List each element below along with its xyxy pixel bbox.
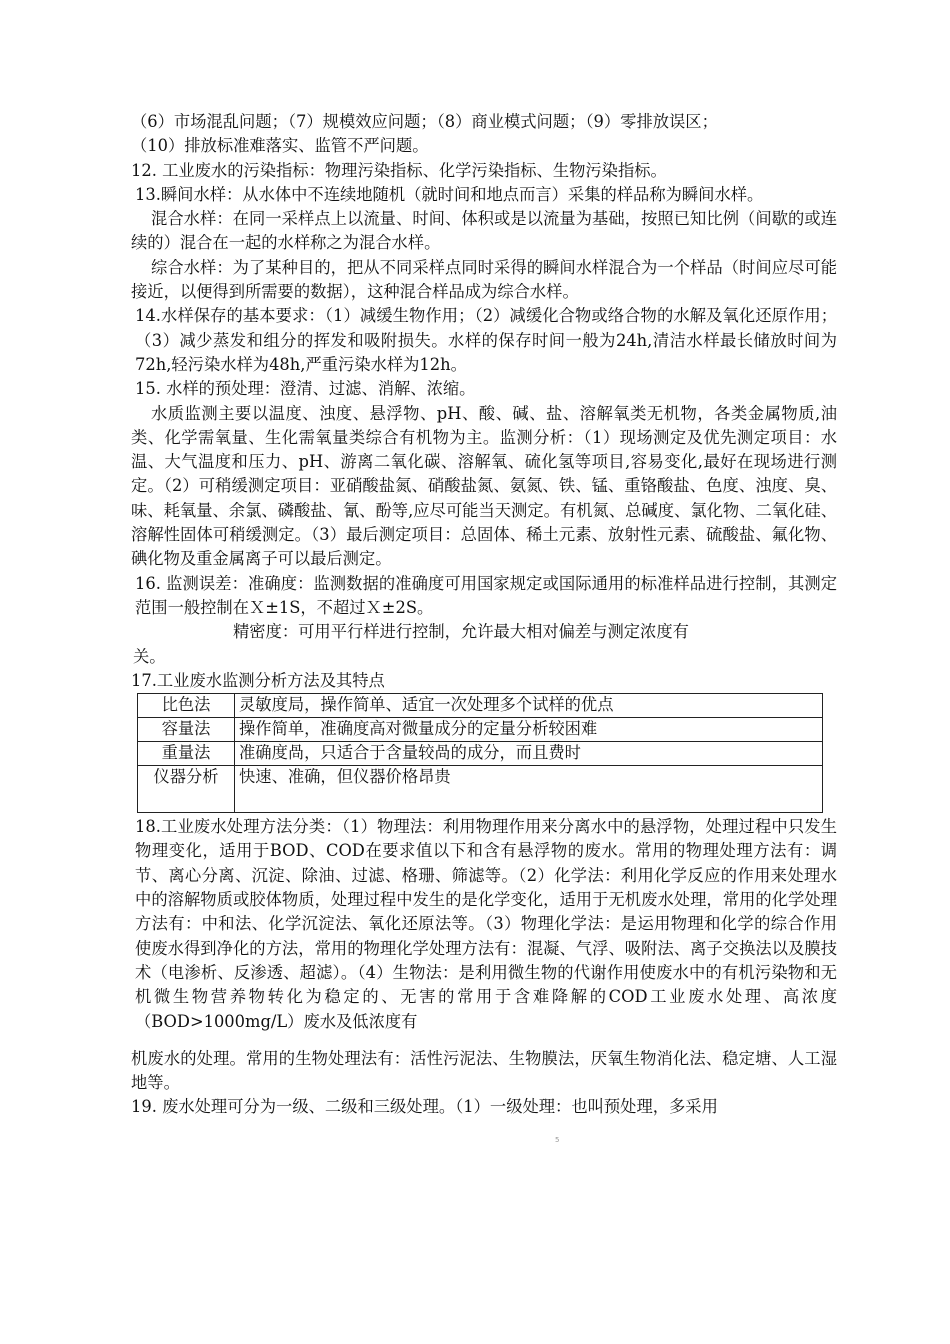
document-body xyxy=(131,110,837,1120)
section-18-continued: 机废水的处理。常用的生物处理法有：活性污泥法、生物膜法，厌氧生物消化法、稳定塘、人工湿地等。 xyxy=(131,1048,837,1093)
page-number-mark: 5 xyxy=(555,1136,560,1144)
section-19: 19. 废水处理可分为一级、二级和三级处理。（1）一级处理：也叫预处理，多采用 xyxy=(131,1097,718,1117)
method-feature: 操作简单，准确度高对微量成分的定量分析较困难 xyxy=(235,718,823,742)
section-15-title: 15. 水样的预处理：澄清、过滤、消解、浓缩。 xyxy=(135,379,476,399)
methods-table xyxy=(137,693,823,813)
section-13-mixed-sample: 混合水样：在同一采样点上以流量、时间、体积或是以流量为基础，按照已知比例（间歇的或连续的）混合在一起的水样称之为混合水样。 xyxy=(131,209,837,253)
table-row xyxy=(138,718,823,742)
method-name: 容量法 xyxy=(138,718,235,742)
method-name: 比色法 xyxy=(138,694,235,718)
section-17-title: 17.工业废水监测分析方法及其特点 xyxy=(131,670,385,690)
method-name: 仪器分析 xyxy=(138,766,235,813)
section-12: 12. 工业废水的污染指标：物理污染指标、化学污染指标、生物污染指标。 xyxy=(131,160,667,180)
section-15-body: 水质监测主要以温度、浊度、悬浮物、pH、酸、碱、盐、溶解氧类无机物，各类金属物质,油类、化学需氧量、生化需氧量类综合有机物为主。监测分析：（1）现场测定及优先测定项目：水温、大气温度和压力、pH、游离二氧化碳、溶解氧、硫化氢等项目,容易变化,最好在现场进行测定。（2）可稍缓测定项目：亚硝酸盐氮、硝酸盐氮、氨氮、铁、锰、重铬酸盐、色度、浊度、臭、味、耗氧量、余氯、磷酸盐、氰、酚等,应尽可能当天测定。有机氮、总碱度、氯化物、二氧化硅、溶解性固体可稍缓测定。（3）最后测定项目：总固体、稀土元素、放射性元素、硫酸盐、氟化物、碘化物及重金属离子可以最后测定。 xyxy=(131,403,837,569)
table-row xyxy=(138,694,823,718)
intro-line-2: （10）排放标准难落实、监管不严问题。 xyxy=(131,136,429,156)
section-13-composite-sample: 综合水样：为了某种目的，把从不同采样点同时采得的瞬间水样混合为一个样品（时间应尽可能接近，以便得到所需要的数据），这种混合样品成为综合水样。 xyxy=(131,257,837,302)
section-16-precision-end: 关。 xyxy=(133,646,166,666)
section-16-precision: 精密度：可用平行样进行控制，允许最大相对偏差与测定浓度有 xyxy=(233,622,689,642)
section-13-instant-sample: 13.瞬间水样：从水体中不连续地随机（就时间和地点而言）采集的样品称为瞬间水样。 xyxy=(135,184,764,204)
method-name: 重量法 xyxy=(138,742,235,766)
section-18-body: 18.工业废水处理方法分类：（1）物理法：利用物理作用来分离水中的悬浮物，处理过程中只发生物理变化，适用于BOD、COD在要求值以下和含有悬浮物的废水。常用的物理处理方法有：调节、离心分离、沉淀、除油、过滤、格珊、筛滤等。（2）化学法：利用化学反应的作用来处理水中的溶解物质或胶体物质，处理过程中发生的是化学变化，适用于无机废水处理，常用的化学处理方法有：中和法、化学沉淀法、氧化还原法等。（3）物理化学法：是运用物理和化学的综合作用使废水得到净化的方法，常用的物理化学处理方法有：混凝、气浮、吸附法、离子交换法以及膜技术（电渗析、反渗透、超滤）。（4）生物法：是利用微生物的代谢作用使废水中的有机污染物和无机微生物营养物转化为稳定的、无害的常用于含难降解的COD工业废水处理、高浓度（BOD>1000mg/L）废水及低浓度有 xyxy=(135,817,837,1031)
method-feature: 灵敏度局，操作简单、适宜一次处理多个试样的优点 xyxy=(235,694,823,718)
table-row xyxy=(138,742,823,766)
intro-line-1: （6）市场混乱问题；（7）规模效应问题；（8）商业模式问题；（9）零排放误区； xyxy=(131,112,718,131)
page-gap xyxy=(131,1034,837,1047)
method-feature: 准确度咼，只适合于含量较咼的成分，而且费时 xyxy=(235,742,823,766)
section-14: 14.水样保存的基本要求：（1）减缓生物作用；（2）减缓化合物或络合物的水解及氧化还原作用；（3）减少蒸发和组分的挥发和吸附损失。水样的保存时间一般为24h,清洁水样最长储放时间为72h,轻污染水样为48h,严重污染水样为12h。 xyxy=(135,306,837,374)
table-row xyxy=(138,766,823,813)
method-feature: 快速、准确，但仪器价格昂贵 xyxy=(235,766,823,813)
section-16-accuracy: 16. 监测误差：准确度：监测数据的准确度可用国家规定或国际通用的标准样品进行控制，其测定范围一般控制在Ｘ±1S，不超过Ｘ±2S。 xyxy=(135,573,837,617)
